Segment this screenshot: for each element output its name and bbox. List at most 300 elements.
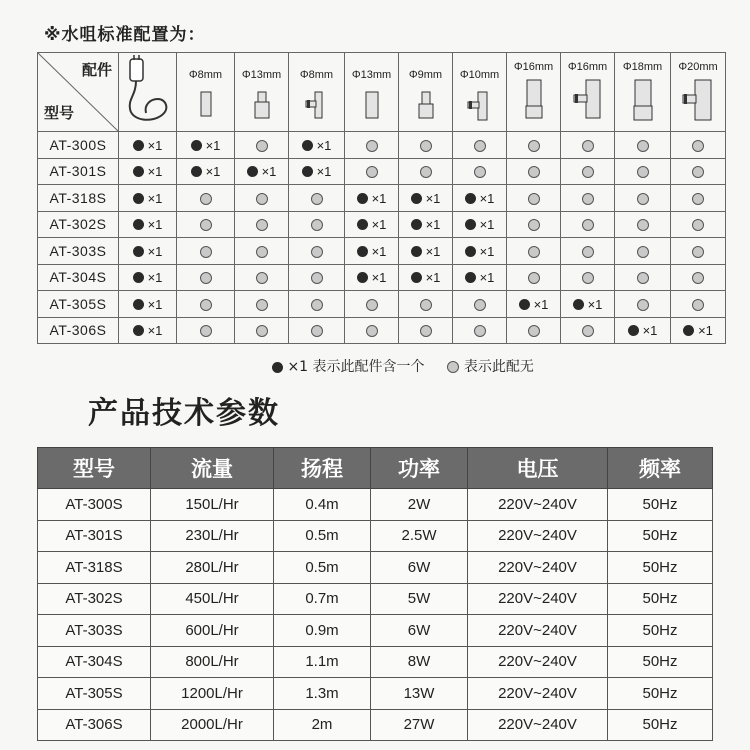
col-size-label: Φ13mm xyxy=(241,69,282,81)
col-header-10 xyxy=(671,53,726,132)
spec-cell: 1200L/Hr xyxy=(151,678,274,710)
spec-cell: 150L/Hr xyxy=(151,489,274,521)
quantity-label: ×1 xyxy=(147,296,163,312)
included-dot-icon xyxy=(133,219,144,230)
spec-cell: 220V~240V xyxy=(468,709,608,741)
not-included-cell xyxy=(561,317,615,344)
included-cell xyxy=(345,211,399,238)
included-cell xyxy=(119,291,177,318)
not-included-dot-icon xyxy=(528,246,540,258)
spec-header-row xyxy=(38,448,713,489)
included-dot-icon xyxy=(628,325,639,336)
quantity-label: ×1 xyxy=(147,164,163,180)
not-included-dot-icon xyxy=(528,272,540,284)
accessory-row xyxy=(38,264,726,291)
spec-cell: 0.4m xyxy=(274,489,371,521)
not-included-cell xyxy=(453,132,507,159)
spec-header-cell: 电压 xyxy=(468,448,608,489)
accessory-row xyxy=(38,238,726,265)
included-cell xyxy=(453,238,507,265)
spec-cell: 220V~240V xyxy=(468,489,608,521)
not-included-cell xyxy=(399,317,453,344)
col-size-label: Φ16mm xyxy=(513,61,554,73)
not-included-cell xyxy=(671,132,726,159)
included-cell xyxy=(119,211,177,238)
col-header-8 xyxy=(561,53,615,132)
included-dot-icon xyxy=(357,193,368,204)
not-included-dot-icon xyxy=(474,140,486,152)
spec-cell: 0.5m xyxy=(274,552,371,584)
not-included-cell xyxy=(615,291,671,318)
legend xyxy=(272,356,534,376)
not-included-cell xyxy=(615,185,671,212)
not-included-dot-icon xyxy=(692,272,704,284)
included-dot-icon xyxy=(133,193,144,204)
spec-cell: 220V~240V xyxy=(468,583,608,615)
col-size-label: Φ8mm xyxy=(299,69,334,81)
model-cell: AT-300S xyxy=(38,132,119,159)
accessory-row xyxy=(38,158,726,185)
not-included-cell xyxy=(507,238,561,265)
not-included-cell xyxy=(177,238,235,265)
not-included-cell xyxy=(671,264,726,291)
not-included-dot-icon xyxy=(200,193,212,205)
not-included-dot-icon xyxy=(474,166,486,178)
included-dot-icon xyxy=(465,272,476,283)
not-included-dot-icon xyxy=(582,219,594,231)
spec-row xyxy=(38,646,713,678)
included-cell xyxy=(119,185,177,212)
accessory-table-body xyxy=(38,132,726,344)
col-header-5 xyxy=(399,53,453,132)
not-included-dot-icon xyxy=(474,325,486,337)
not-included-cell xyxy=(345,291,399,318)
included-cell xyxy=(399,211,453,238)
not-included-cell xyxy=(289,238,345,265)
included-cell xyxy=(119,238,177,265)
not-included-dot-icon xyxy=(256,272,268,284)
col-header-4 xyxy=(345,53,399,132)
quantity-label: ×1 xyxy=(147,217,163,233)
not-included-dot-icon xyxy=(256,299,268,311)
included-cell xyxy=(399,238,453,265)
spec-table-body xyxy=(38,489,713,741)
included-cell xyxy=(507,291,561,318)
not-included-cell xyxy=(453,291,507,318)
included-dot-icon xyxy=(191,140,202,151)
quantity-label: ×1 xyxy=(425,190,441,206)
not-included-dot-icon xyxy=(447,361,459,373)
included-cell xyxy=(345,185,399,212)
spec-cell: 50Hz xyxy=(608,678,713,710)
not-included-dot-icon xyxy=(528,166,540,178)
included-dot-icon xyxy=(302,166,313,177)
spec-cell: AT-301S xyxy=(38,520,151,552)
spec-cell: 50Hz xyxy=(608,615,713,647)
not-included-cell xyxy=(615,211,671,238)
quantity-label: ×1 xyxy=(316,137,332,153)
included-cell xyxy=(177,132,235,159)
not-included-dot-icon xyxy=(582,246,594,258)
not-included-dot-icon xyxy=(311,272,323,284)
spec-header-cell: 频率 xyxy=(608,448,713,489)
quantity-label: ×1 xyxy=(533,296,549,312)
spec-cell: 0.9m xyxy=(274,615,371,647)
reducer-nozzle-icon xyxy=(418,91,434,119)
spec-cell: 450L/Hr xyxy=(151,583,274,615)
quantity-label: ×1 xyxy=(371,270,387,286)
accessory-row xyxy=(38,185,726,212)
included-dot-icon xyxy=(357,246,368,257)
spec-cell: 220V~240V xyxy=(468,646,608,678)
not-included-cell xyxy=(289,317,345,344)
included-dot-icon xyxy=(519,299,530,310)
included-dot-icon xyxy=(302,140,313,151)
spec-cell: 1.3m xyxy=(274,678,371,710)
included-dot-icon xyxy=(133,166,144,177)
not-included-dot-icon xyxy=(692,246,704,258)
not-included-cell xyxy=(453,317,507,344)
not-included-dot-icon xyxy=(366,325,378,337)
not-included-dot-icon xyxy=(582,272,594,284)
included-cell xyxy=(453,211,507,238)
accessory-header-row xyxy=(38,53,726,132)
included-cell xyxy=(345,238,399,265)
included-dot-icon xyxy=(133,140,144,151)
quantity-label: ×1 xyxy=(425,217,441,233)
not-included-dot-icon xyxy=(692,219,704,231)
col-header-3 xyxy=(289,53,345,132)
spec-cell: AT-305S xyxy=(38,678,151,710)
not-included-cell xyxy=(289,291,345,318)
col-size-label: Φ10mm xyxy=(459,69,500,81)
included-cell xyxy=(345,264,399,291)
included-dot-icon xyxy=(411,219,422,230)
not-included-cell xyxy=(507,185,561,212)
included-dot-icon xyxy=(357,272,368,283)
not-included-cell xyxy=(453,158,507,185)
included-cell xyxy=(561,291,615,318)
not-included-dot-icon xyxy=(256,325,268,337)
quantity-label: ×1 xyxy=(479,270,495,286)
large-straight-nozzle-icon xyxy=(525,79,543,119)
included-cell xyxy=(177,158,235,185)
included-cell xyxy=(671,317,726,344)
not-included-dot-icon xyxy=(200,299,212,311)
not-included-cell xyxy=(177,185,235,212)
included-dot-icon xyxy=(133,325,144,336)
not-included-cell xyxy=(177,291,235,318)
spec-cell: 2m xyxy=(274,709,371,741)
spec-cell: 220V~240V xyxy=(468,520,608,552)
included-cell xyxy=(399,185,453,212)
spec-cell: 50Hz xyxy=(608,646,713,678)
legend-none-text: 表示此配无 xyxy=(463,359,534,375)
accessory-row xyxy=(38,132,726,159)
included-dot-icon xyxy=(411,246,422,257)
spec-row xyxy=(38,520,713,552)
not-included-cell xyxy=(561,238,615,265)
not-included-dot-icon xyxy=(420,140,432,152)
not-included-dot-icon xyxy=(582,325,594,337)
spec-cell: AT-303S xyxy=(38,615,151,647)
accessory-row xyxy=(38,291,726,318)
quantity-label: ×1 xyxy=(205,137,221,153)
not-included-cell xyxy=(177,317,235,344)
spec-cell: 230L/Hr xyxy=(151,520,274,552)
spec-row xyxy=(38,583,713,615)
spec-cell: 220V~240V xyxy=(468,615,608,647)
reducer-nozzle-icon xyxy=(254,91,270,119)
not-included-cell xyxy=(345,158,399,185)
col-header-6 xyxy=(453,53,507,132)
not-included-cell xyxy=(671,211,726,238)
not-included-dot-icon xyxy=(200,219,212,231)
included-dot-icon xyxy=(465,193,476,204)
spec-cell: 13W xyxy=(371,678,468,710)
not-included-dot-icon xyxy=(200,272,212,284)
not-included-cell xyxy=(507,132,561,159)
spec-cell: 220V~240V xyxy=(468,552,608,584)
not-included-dot-icon xyxy=(582,140,594,152)
quantity-label: ×1 xyxy=(642,323,658,339)
not-included-dot-icon xyxy=(692,140,704,152)
spec-cell: 1.1m xyxy=(274,646,371,678)
not-included-dot-icon xyxy=(528,325,540,337)
not-included-cell xyxy=(671,238,726,265)
not-included-dot-icon xyxy=(637,299,649,311)
not-included-dot-icon xyxy=(256,246,268,258)
not-included-cell xyxy=(671,158,726,185)
spec-cell: 50Hz xyxy=(608,489,713,521)
spec-header-cell: 扬程 xyxy=(274,448,371,489)
spec-cell: 5W xyxy=(371,583,468,615)
quantity-label: ×1 xyxy=(371,243,387,259)
included-dot-icon xyxy=(465,219,476,230)
not-included-cell xyxy=(235,317,289,344)
not-included-dot-icon xyxy=(311,219,323,231)
not-included-dot-icon xyxy=(256,140,268,152)
included-cell xyxy=(615,317,671,344)
included-cell xyxy=(235,158,289,185)
spec-cell: 2000L/Hr xyxy=(151,709,274,741)
not-included-dot-icon xyxy=(582,166,594,178)
quantity-label: ×1 xyxy=(587,296,603,312)
tee-valve-nozzle-icon xyxy=(305,91,329,119)
included-cell xyxy=(453,185,507,212)
not-included-cell xyxy=(235,264,289,291)
large-tee-valve-nozzle-icon xyxy=(682,79,714,121)
not-included-dot-icon xyxy=(637,272,649,284)
spec-cell: 0.5m xyxy=(274,520,371,552)
quantity-label: ×1 xyxy=(147,137,163,153)
not-included-cell xyxy=(289,264,345,291)
not-included-dot-icon xyxy=(637,166,649,178)
large-straight-nozzle-icon xyxy=(633,79,653,121)
spec-cell: 220V~240V xyxy=(468,678,608,710)
model-cell: AT-304S xyxy=(38,264,119,291)
not-included-cell xyxy=(399,132,453,159)
included-dot-icon xyxy=(411,193,422,204)
model-cell: AT-303S xyxy=(38,238,119,265)
not-included-dot-icon xyxy=(366,140,378,152)
not-included-dot-icon xyxy=(637,246,649,258)
not-included-dot-icon xyxy=(692,193,704,205)
not-included-cell xyxy=(177,211,235,238)
spec-cell: 27W xyxy=(371,709,468,741)
not-included-cell xyxy=(561,211,615,238)
included-cell xyxy=(289,158,345,185)
not-included-dot-icon xyxy=(528,219,540,231)
model-cell: AT-301S xyxy=(38,158,119,185)
accessory-row xyxy=(38,317,726,344)
quantity-label: ×1 xyxy=(425,270,441,286)
straight-nozzle-icon xyxy=(200,91,212,117)
spec-row xyxy=(38,615,713,647)
included-dot-icon xyxy=(133,272,144,283)
corner-label-model: 型号 xyxy=(44,105,75,122)
quantity-label: ×1 xyxy=(425,243,441,259)
spec-cell: 800L/Hr xyxy=(151,646,274,678)
included-dot-icon xyxy=(465,246,476,257)
included-cell xyxy=(453,264,507,291)
spec-cell: 50Hz xyxy=(608,520,713,552)
spec-header-cell: 型号 xyxy=(38,448,151,489)
spec-header-cell: 功率 xyxy=(371,448,468,489)
not-included-cell xyxy=(671,185,726,212)
not-included-dot-icon xyxy=(256,219,268,231)
included-dot-icon xyxy=(133,299,144,310)
corner-label-part: 配件 xyxy=(81,62,112,79)
not-included-dot-icon xyxy=(311,325,323,337)
quantity-label: ×1 xyxy=(479,217,495,233)
not-included-cell xyxy=(399,158,453,185)
col-size-label: Φ8mm xyxy=(188,69,223,81)
not-included-cell xyxy=(177,264,235,291)
not-included-dot-icon xyxy=(528,193,540,205)
not-included-dot-icon xyxy=(366,166,378,178)
quantity-label: ×1 xyxy=(479,190,495,206)
included-dot-icon xyxy=(133,246,144,257)
accessory-table xyxy=(37,52,726,344)
spec-cell: 6W xyxy=(371,615,468,647)
not-included-dot-icon xyxy=(637,193,649,205)
spec-cell: 50Hz xyxy=(608,583,713,615)
spec-cell: 8W xyxy=(371,646,468,678)
not-included-dot-icon xyxy=(311,246,323,258)
not-included-cell xyxy=(561,264,615,291)
spec-header-cell: 流量 xyxy=(151,448,274,489)
included-dot-icon xyxy=(683,325,694,336)
col-size-label: Φ16mm xyxy=(567,61,608,73)
not-included-cell xyxy=(235,185,289,212)
not-included-cell xyxy=(507,264,561,291)
quantity-label: ×1 xyxy=(147,243,163,259)
model-cell: AT-302S xyxy=(38,211,119,238)
quantity-label: ×1 xyxy=(147,270,163,286)
spec-cell: 50Hz xyxy=(608,552,713,584)
tee-valve-nozzle-icon xyxy=(467,91,493,121)
included-cell xyxy=(119,132,177,159)
spec-row xyxy=(38,709,713,741)
included-cell xyxy=(119,317,177,344)
spec-cell: 2W xyxy=(371,489,468,521)
spec-cell: AT-302S xyxy=(38,583,151,615)
not-included-cell xyxy=(235,291,289,318)
quantity-label: ×1 xyxy=(147,190,163,206)
not-included-cell xyxy=(615,158,671,185)
not-included-cell xyxy=(289,211,345,238)
included-cell xyxy=(119,264,177,291)
not-included-dot-icon xyxy=(256,193,268,205)
spec-row xyxy=(38,678,713,710)
not-included-dot-icon xyxy=(420,325,432,337)
included-dot-icon xyxy=(272,362,283,373)
spec-cell: 6W xyxy=(371,552,468,584)
included-dot-icon xyxy=(247,166,258,177)
spec-cell: AT-318S xyxy=(38,552,151,584)
col-header-9 xyxy=(615,53,671,132)
included-dot-icon xyxy=(357,219,368,230)
model-cell: AT-305S xyxy=(38,291,119,318)
legend-included-text: ×1 表示此配件含一个 xyxy=(287,359,425,375)
col-size-label: Φ18mm xyxy=(622,61,663,73)
not-included-cell xyxy=(615,132,671,159)
quantity-label: ×1 xyxy=(147,323,163,339)
included-dot-icon xyxy=(411,272,422,283)
not-included-cell xyxy=(561,185,615,212)
not-included-dot-icon xyxy=(637,140,649,152)
accessory-section-title: ※水咀标准配置为： xyxy=(44,25,206,45)
quantity-label: ×1 xyxy=(479,243,495,259)
not-included-dot-icon xyxy=(420,299,432,311)
col-header-plug xyxy=(119,53,177,132)
quantity-label: ×1 xyxy=(371,190,387,206)
not-included-dot-icon xyxy=(366,299,378,311)
not-included-dot-icon xyxy=(692,166,704,178)
spec-cell: 2.5W xyxy=(371,520,468,552)
not-included-dot-icon xyxy=(311,193,323,205)
spec-cell: AT-306S xyxy=(38,709,151,741)
spec-table xyxy=(37,447,713,741)
model-cell: AT-306S xyxy=(38,317,119,344)
model-cell: AT-318S xyxy=(38,185,119,212)
spec-row xyxy=(38,552,713,584)
corner-header xyxy=(38,53,119,132)
included-cell xyxy=(119,158,177,185)
not-included-cell xyxy=(345,317,399,344)
not-included-cell xyxy=(399,291,453,318)
not-included-dot-icon xyxy=(692,299,704,311)
spec-row xyxy=(38,489,713,521)
spec-cell: AT-300S xyxy=(38,489,151,521)
col-header-1 xyxy=(177,53,235,132)
not-included-cell xyxy=(507,158,561,185)
included-dot-icon xyxy=(191,166,202,177)
col-size-label: Φ9mm xyxy=(408,69,443,81)
quantity-label: ×1 xyxy=(371,217,387,233)
straight-nozzle-icon xyxy=(365,91,379,119)
not-included-cell xyxy=(615,238,671,265)
not-included-cell xyxy=(235,211,289,238)
accessory-row xyxy=(38,211,726,238)
included-dot-icon xyxy=(573,299,584,310)
spec-section-title: 产品技术参数 xyxy=(88,396,280,431)
not-included-cell xyxy=(345,132,399,159)
spec-cell: 280L/Hr xyxy=(151,552,274,584)
spec-cell: AT-304S xyxy=(38,646,151,678)
col-header-2 xyxy=(235,53,289,132)
